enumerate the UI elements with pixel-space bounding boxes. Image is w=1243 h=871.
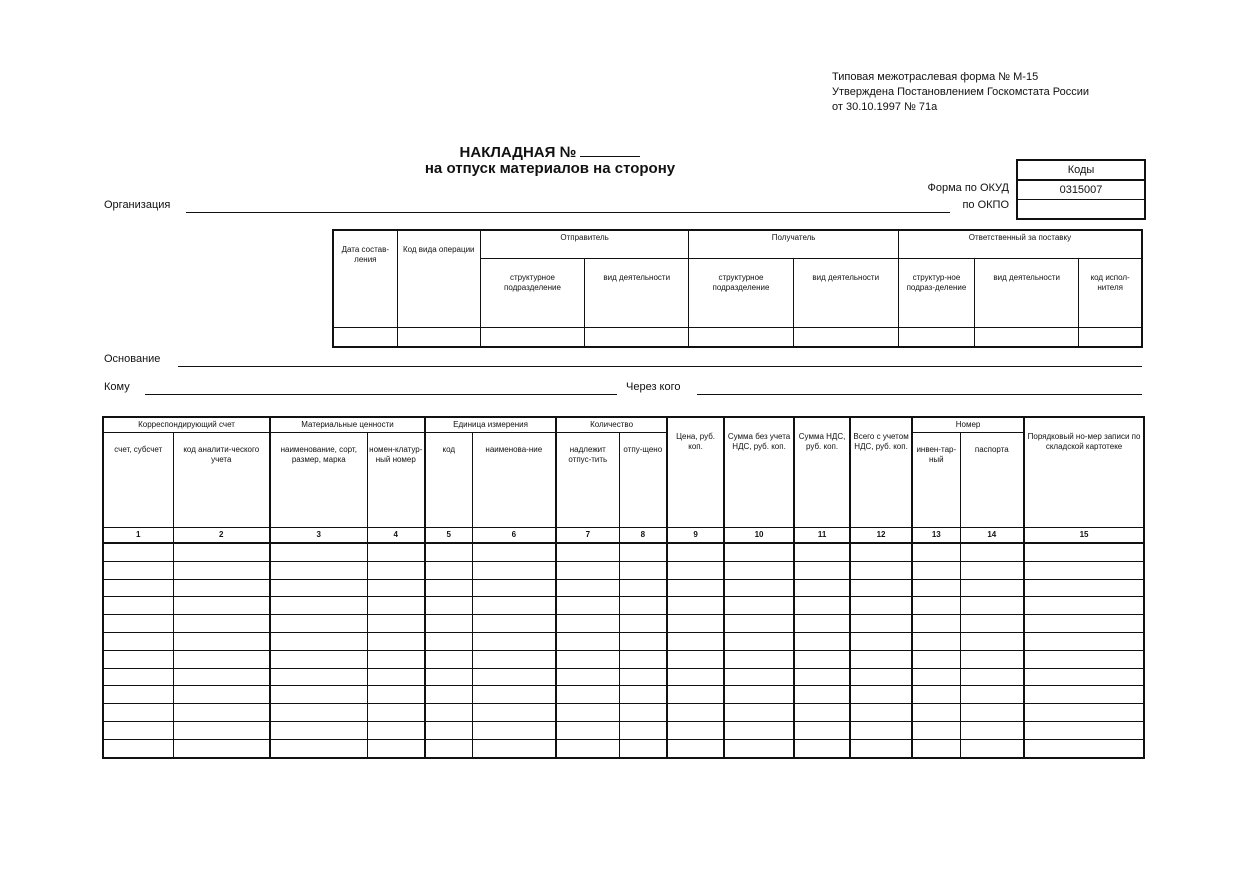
table-row — [103, 579, 1144, 597]
table-cell[interactable] — [960, 704, 1024, 722]
table-cell[interactable] — [850, 739, 912, 757]
table-cell[interactable] — [667, 650, 724, 668]
table-row — [103, 704, 1144, 722]
table-cell[interactable] — [173, 579, 270, 597]
column-number-2: 2 — [173, 528, 270, 544]
basis-field[interactable] — [178, 366, 1142, 367]
to-whom-label: Кому — [104, 381, 130, 393]
document-subtitle: на отпуск материалов на сторону — [424, 160, 676, 177]
to-whom-field[interactable] — [145, 394, 617, 395]
table-cell[interactable] — [103, 615, 173, 633]
table-cell[interactable] — [724, 615, 794, 633]
table-cell[interactable] — [1024, 686, 1144, 704]
table-cell[interactable] — [1024, 739, 1144, 757]
column-number-6: 6 — [472, 528, 556, 544]
form-note-line-3: от 30.10.1997 № 71а — [832, 101, 938, 113]
table-cell[interactable] — [425, 561, 472, 579]
table-cell[interactable] — [960, 615, 1024, 633]
table-cell[interactable] — [912, 739, 960, 757]
table-cell[interactable] — [103, 597, 173, 615]
table-cell[interactable] — [425, 597, 472, 615]
table-cell[interactable] — [794, 721, 850, 739]
table-cell[interactable] — [103, 739, 173, 757]
document-number-field[interactable] — [580, 142, 640, 157]
table-cell[interactable] — [367, 686, 425, 704]
table-cell[interactable] — [667, 543, 724, 561]
table-cell[interactable] — [619, 650, 667, 668]
table-cell[interactable] — [367, 721, 425, 739]
table-cell[interactable] — [850, 597, 912, 615]
table-cell[interactable] — [912, 543, 960, 561]
column-number-1: 1 — [103, 528, 173, 544]
table-cell[interactable] — [1024, 704, 1144, 722]
total-with-vat-header: Всего с учетом НДС, руб. коп. — [850, 417, 912, 528]
through-whom-label: Через кого — [626, 381, 681, 393]
table-cell[interactable] — [270, 739, 367, 757]
table-cell[interactable] — [960, 597, 1024, 615]
table-cell[interactable] — [1024, 597, 1144, 615]
column-number-15: 15 — [1024, 528, 1144, 544]
table-cell[interactable] — [724, 543, 794, 561]
table-cell[interactable] — [912, 632, 960, 650]
executor-code-header: код испол-нителя — [1079, 259, 1142, 328]
table-cell[interactable] — [1024, 543, 1144, 561]
nomenclature-number-header: номен-клатур-ный номер — [367, 433, 425, 528]
table-cell[interactable] — [912, 721, 960, 739]
table-cell[interactable] — [850, 615, 912, 633]
responsible-unit-header: структур-ное подраз-деление — [898, 259, 974, 328]
table-cell[interactable] — [472, 579, 556, 597]
table-cell[interactable] — [960, 686, 1024, 704]
table-cell[interactable] — [667, 704, 724, 722]
table-cell[interactable] — [556, 615, 619, 633]
column-number-8: 8 — [619, 528, 667, 544]
table-cell[interactable] — [270, 561, 367, 579]
table-cell[interactable] — [619, 543, 667, 561]
table-cell[interactable] — [556, 561, 619, 579]
table-cell[interactable] — [425, 686, 472, 704]
table-cell[interactable] — [173, 704, 270, 722]
card-record-header: Порядковый но-мер записи по складской картотеке — [1024, 417, 1144, 528]
codes-box — [1016, 159, 1146, 220]
qty-released-header: отпу-щено — [619, 433, 667, 528]
table-cell[interactable] — [472, 686, 556, 704]
table-cell[interactable] — [367, 579, 425, 597]
table-cell[interactable] — [173, 597, 270, 615]
operation-code-cell[interactable] — [397, 328, 480, 348]
table-cell[interactable] — [912, 615, 960, 633]
vat-sum-header: Сумма НДС, руб. коп. — [794, 417, 850, 528]
title-text: НАКЛАДНАЯ № — [459, 144, 577, 161]
sender-activity-header: вид деятельности — [585, 259, 689, 328]
shipment-header-table — [332, 229, 1143, 348]
responsible-activity-cell[interactable] — [975, 328, 1079, 348]
unit-name-header: наименова-ние — [472, 433, 556, 528]
price-header: Цена, руб. коп. — [667, 417, 724, 528]
sender-activity-cell[interactable] — [585, 328, 689, 348]
table-cell[interactable] — [556, 650, 619, 668]
sender-unit-header: структурное подразделение — [480, 259, 584, 328]
table-row — [103, 739, 1144, 757]
inventory-number-header: инвен-тар-ный — [912, 433, 960, 528]
table-row — [103, 561, 1144, 579]
table-cell[interactable] — [724, 686, 794, 704]
table-cell[interactable] — [270, 543, 367, 561]
column-number-12: 12 — [850, 528, 912, 544]
table-cell[interactable] — [556, 597, 619, 615]
table-cell[interactable] — [103, 561, 173, 579]
account-group-header: Корреспондирующий счет — [103, 417, 270, 433]
table-cell[interactable] — [425, 632, 472, 650]
values-group-header: Материальные ценности — [270, 417, 425, 433]
table-cell[interactable] — [960, 721, 1024, 739]
table-cell[interactable] — [667, 686, 724, 704]
table-cell[interactable] — [850, 561, 912, 579]
date-header: Дата состав-ления — [333, 230, 397, 328]
table-cell[interactable] — [367, 615, 425, 633]
table-cell[interactable] — [270, 704, 367, 722]
table-cell[interactable] — [367, 704, 425, 722]
table-cell[interactable] — [425, 615, 472, 633]
table-row — [103, 686, 1144, 704]
table-cell[interactable] — [1024, 615, 1144, 633]
column-numbers-row — [103, 528, 1144, 544]
table-cell[interactable] — [619, 739, 667, 757]
table-cell[interactable] — [173, 721, 270, 739]
table-cell[interactable] — [912, 579, 960, 597]
receiver-activity-header: вид деятельности — [793, 259, 898, 328]
table-cell[interactable] — [850, 668, 912, 686]
okpo-label: по ОКПО — [962, 199, 1009, 211]
column-number-7: 7 — [556, 528, 619, 544]
table-cell[interactable] — [724, 704, 794, 722]
table-cell[interactable] — [619, 686, 667, 704]
table-cell[interactable] — [103, 650, 173, 668]
table-cell[interactable] — [556, 704, 619, 722]
table-cell[interactable] — [960, 739, 1024, 757]
sender-unit-cell[interactable] — [480, 328, 584, 348]
table-cell[interactable] — [1024, 668, 1144, 686]
table-cell[interactable] — [724, 739, 794, 757]
table-cell[interactable] — [1024, 561, 1144, 579]
organization-label: Организация — [104, 199, 171, 211]
table-cell[interactable] — [270, 650, 367, 668]
table-cell[interactable] — [960, 543, 1024, 561]
operation-code-header: Код вида операции — [397, 230, 480, 328]
table-cell[interactable] — [912, 561, 960, 579]
through-whom-field[interactable] — [697, 394, 1142, 395]
table-cell[interactable] — [794, 632, 850, 650]
materials-table — [102, 416, 1145, 759]
table-row — [103, 597, 1144, 615]
table-cell[interactable] — [425, 543, 472, 561]
table-cell[interactable] — [912, 597, 960, 615]
table-cell[interactable] — [619, 579, 667, 597]
form-note-line-2: Утверждена Постановлением Госкомстата России — [832, 86, 1090, 98]
table-cell[interactable] — [850, 579, 912, 597]
unit-group-header: Единица измерения — [425, 417, 556, 433]
table-cell[interactable] — [850, 686, 912, 704]
table-cell[interactable] — [667, 632, 724, 650]
table-cell[interactable] — [556, 632, 619, 650]
sender-header: Отправитель — [480, 230, 689, 259]
form-note-line-1: Типовая межотраслевая форма № М-15 — [832, 71, 1039, 83]
responsible-unit-cell[interactable] — [898, 328, 974, 348]
table-cell[interactable] — [619, 632, 667, 650]
table-cell[interactable] — [103, 543, 173, 561]
table-cell[interactable] — [103, 721, 173, 739]
responsible-header: Ответственный за поставку — [898, 230, 1142, 259]
table-cell[interactable] — [960, 632, 1024, 650]
table-cell[interactable] — [270, 632, 367, 650]
table-cell[interactable] — [794, 668, 850, 686]
table-cell[interactable] — [794, 597, 850, 615]
table-cell[interactable] — [556, 668, 619, 686]
receiver-header: Получатель — [689, 230, 899, 259]
table-cell[interactable] — [270, 686, 367, 704]
table-cell[interactable] — [367, 543, 425, 561]
table-cell[interactable] — [367, 561, 425, 579]
table-cell[interactable] — [425, 579, 472, 597]
table-cell[interactable] — [912, 704, 960, 722]
table-cell[interactable] — [960, 650, 1024, 668]
table-cell[interactable] — [667, 739, 724, 757]
table-cell[interactable] — [556, 543, 619, 561]
column-number-3: 3 — [270, 528, 367, 544]
table-cell[interactable] — [425, 721, 472, 739]
table-cell[interactable] — [270, 615, 367, 633]
table-cell[interactable] — [850, 543, 912, 561]
okud-label: Форма по ОКУД — [927, 182, 1009, 194]
table-cell[interactable] — [270, 579, 367, 597]
column-number-4: 4 — [367, 528, 425, 544]
column-number-11: 11 — [794, 528, 850, 544]
table-cell[interactable] — [472, 704, 556, 722]
table-cell[interactable] — [667, 561, 724, 579]
table-cell[interactable] — [667, 668, 724, 686]
sum-without-vat-header: Сумма без учета НДС, руб. коп. — [724, 417, 794, 528]
table-cell[interactable] — [724, 579, 794, 597]
table-row — [103, 632, 1144, 650]
table-cell[interactable] — [425, 668, 472, 686]
table-cell[interactable] — [1024, 579, 1144, 597]
table-cell[interactable] — [173, 632, 270, 650]
table-cell[interactable] — [912, 686, 960, 704]
organization-field[interactable] — [186, 212, 950, 213]
quantity-group-header: Количество — [556, 417, 667, 433]
table-cell[interactable] — [619, 615, 667, 633]
table-cell[interactable] — [912, 650, 960, 668]
table-cell[interactable] — [103, 686, 173, 704]
table-cell[interactable] — [103, 579, 173, 597]
table-cell[interactable] — [173, 615, 270, 633]
table-cell[interactable] — [425, 739, 472, 757]
executor-code-cell[interactable] — [1079, 328, 1142, 348]
responsible-activity-header: вид деятельности — [975, 259, 1079, 328]
analytic-code-header: код аналити-ческого учета — [173, 433, 270, 528]
table-cell[interactable] — [472, 721, 556, 739]
table-cell[interactable] — [556, 686, 619, 704]
okud-code-field[interactable]: 0315007 — [1018, 181, 1144, 200]
table-row — [103, 543, 1144, 561]
table-cell[interactable] — [724, 597, 794, 615]
table-cell[interactable] — [667, 721, 724, 739]
table-cell[interactable] — [794, 739, 850, 757]
table-cell[interactable] — [667, 597, 724, 615]
okpo-code-field[interactable] — [1018, 200, 1144, 218]
basis-label: Основание — [104, 353, 161, 365]
table-cell[interactable] — [425, 650, 472, 668]
table-cell[interactable] — [472, 650, 556, 668]
table-cell[interactable] — [270, 597, 367, 615]
table-cell[interactable] — [724, 561, 794, 579]
table-cell[interactable] — [960, 561, 1024, 579]
table-cell[interactable] — [619, 561, 667, 579]
table-cell[interactable] — [850, 704, 912, 722]
table-cell[interactable] — [103, 704, 173, 722]
table-cell[interactable] — [367, 597, 425, 615]
table-cell[interactable] — [173, 650, 270, 668]
table-cell[interactable] — [794, 615, 850, 633]
table-row — [103, 615, 1144, 633]
table-row — [103, 668, 1144, 686]
table-cell[interactable] — [103, 632, 173, 650]
table-cell[interactable] — [794, 686, 850, 704]
table-cell[interactable] — [367, 739, 425, 757]
document-title — [0, 142, 1100, 161]
column-number-14: 14 — [960, 528, 1024, 544]
table-cell[interactable] — [173, 686, 270, 704]
table-row — [103, 650, 1144, 668]
table-cell[interactable] — [472, 632, 556, 650]
table-cell[interactable] — [472, 739, 556, 757]
table-cell[interactable] — [912, 668, 960, 686]
passport-number-header: паспорта — [960, 433, 1024, 528]
date-cell[interactable] — [333, 328, 397, 348]
table-cell[interactable] — [724, 632, 794, 650]
table-cell[interactable] — [667, 615, 724, 633]
form-approval-note — [832, 70, 1089, 115]
table-cell[interactable] — [556, 739, 619, 757]
table-cell[interactable] — [173, 561, 270, 579]
table-cell[interactable] — [960, 668, 1024, 686]
receiver-activity-cell[interactable] — [793, 328, 898, 348]
table-cell[interactable] — [556, 721, 619, 739]
table-cell[interactable] — [724, 721, 794, 739]
column-number-10: 10 — [724, 528, 794, 544]
receiver-unit-cell[interactable] — [689, 328, 793, 348]
table-cell[interactable] — [367, 650, 425, 668]
table-cell[interactable] — [794, 579, 850, 597]
codes-heading: Коды — [1018, 161, 1144, 181]
table-cell[interactable] — [794, 543, 850, 561]
table-cell[interactable] — [173, 543, 270, 561]
material-name-header: наименование, сорт, размер, марка — [270, 433, 367, 528]
table-cell[interactable] — [794, 650, 850, 668]
unit-code-header: код — [425, 433, 472, 528]
table-cell[interactable] — [472, 543, 556, 561]
number-group-header: Номер — [912, 417, 1024, 433]
table-cell[interactable] — [850, 650, 912, 668]
table-cell[interactable] — [173, 668, 270, 686]
table-cell[interactable] — [1024, 650, 1144, 668]
table-cell[interactable] — [472, 561, 556, 579]
materials-rows — [103, 543, 1144, 758]
table-cell[interactable] — [619, 668, 667, 686]
table-cell[interactable] — [667, 579, 724, 597]
table-cell[interactable] — [619, 704, 667, 722]
table-cell[interactable] — [724, 668, 794, 686]
column-number-13: 13 — [912, 528, 960, 544]
table-cell[interactable] — [425, 704, 472, 722]
table-cell[interactable] — [850, 632, 912, 650]
table-cell[interactable] — [367, 632, 425, 650]
table-cell[interactable] — [472, 597, 556, 615]
table-cell[interactable] — [367, 668, 425, 686]
table-cell[interactable] — [794, 561, 850, 579]
table-cell[interactable] — [960, 579, 1024, 597]
receiver-unit-header: структурное подразделение — [689, 259, 793, 328]
table-cell[interactable] — [794, 704, 850, 722]
table-cell[interactable] — [270, 721, 367, 739]
column-number-9: 9 — [667, 528, 724, 544]
table-cell[interactable] — [1024, 721, 1144, 739]
table-cell[interactable] — [556, 579, 619, 597]
table-row — [103, 721, 1144, 739]
table-cell[interactable] — [850, 721, 912, 739]
qty-to-release-header: надлежит отпус-тить — [556, 433, 619, 528]
table-cell[interactable] — [619, 597, 667, 615]
column-number-5: 5 — [425, 528, 472, 544]
table-cell[interactable] — [1024, 632, 1144, 650]
subaccount-header: счет, субсчет — [103, 433, 173, 528]
table-cell[interactable] — [472, 668, 556, 686]
table-cell[interactable] — [173, 739, 270, 757]
table-cell[interactable] — [619, 721, 667, 739]
table-cell[interactable] — [270, 668, 367, 686]
table-cell[interactable] — [472, 615, 556, 633]
table-cell[interactable] — [103, 668, 173, 686]
table-cell[interactable] — [724, 650, 794, 668]
